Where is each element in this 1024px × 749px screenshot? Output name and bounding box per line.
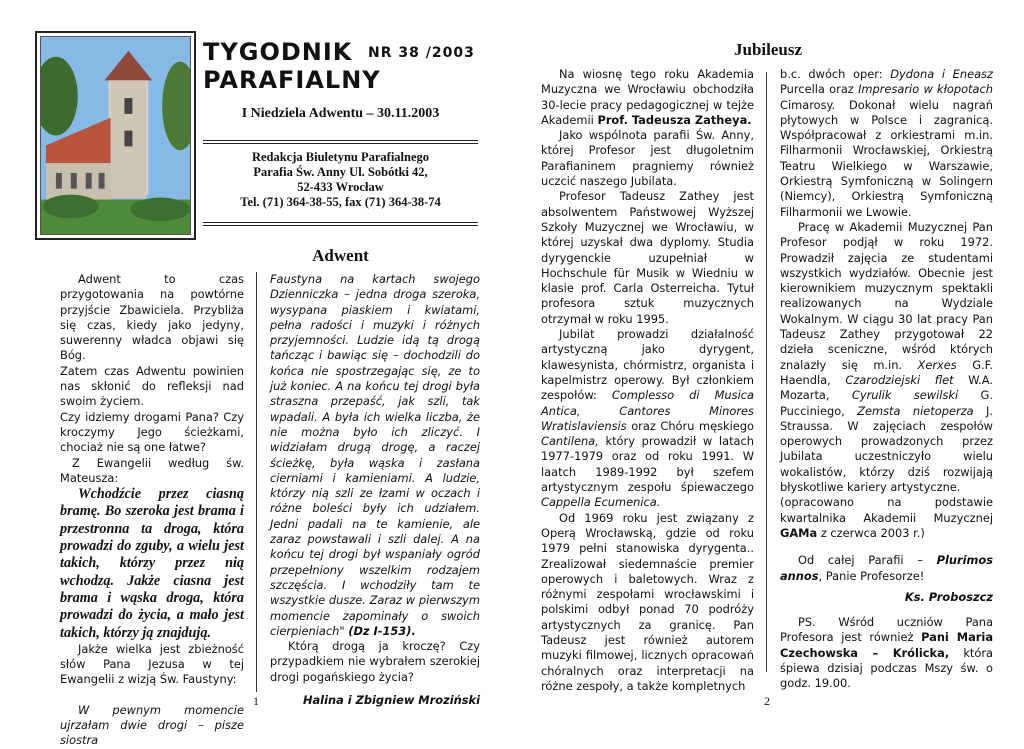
- redakcja-line: Parafia Św. Anny Ul. Sobótki 42,: [253, 165, 428, 179]
- signature: Ks. Proboszcz: [904, 589, 993, 604]
- adwent-column-2: [270, 272, 480, 708]
- signature: Halina i Zbigniew Mroziński: [302, 693, 480, 708]
- text: z czerwca 2003 r.): [820, 525, 925, 540]
- divider: [203, 140, 478, 141]
- paragraph: Czy idziemy drogami Pana? Czy kroczymy Jego ścieżkami, chociaż nie są one łatwe?: [60, 409, 244, 455]
- masthead-title-line2: PARAFIALNY: [203, 66, 381, 94]
- reference: (Dz I-153).: [348, 623, 416, 638]
- paragraph: Adwent to czas przygotowania na powtórne przyjście Zbawiciela. Przybliża się czas, kiedy jako jedyny, suwerenny władca objawi się Bóg.: [60, 272, 244, 363]
- text: Dydona i Eneasz: [890, 67, 993, 81]
- masthead-title-line1: TYGODNIK: [203, 38, 353, 66]
- text: Zemsta nietoperza: [857, 403, 974, 418]
- paragraph: [780, 67, 993, 220]
- paragraph: [270, 272, 480, 639]
- text: G. Pucciniego,: [780, 388, 993, 418]
- text: Plurimos annos: [780, 553, 993, 583]
- faustyna-quote: Faustyna na kartach swojego Dzienniczka – jedna droga szeroka, wysypana piaskiem i kwiatami, pełna radości i muzyki i różnych przyjemności. Ludzie idą tą drogą tańcząc i bawiąc się – dochodzili do końca nie spostrzegając się, ze to już koniec. A na końcu tej drogi była straszna przepaść, jak szli, tak wpadali. A była ich wielka liczba, że nie można było ich zliczyć. I widziałam drugą drogę, a raczej ścieżkę, była wąska i zasłana cierniami i kamieniami. A ludzie, którzy nią szli ze łzami w oczach i różne boleści były ich udziałem. Jedni padali na te kamienie, ale zaraz powstawali i szli dalej. A na końcu tej drogi był wspaniały ogród przepełniony wszelkim rodzajem szczęścia. I wchodziły tam te wszystkie dusze. Zaraz w pierwszym momencie zapominały o swoich cierpieniach": [270, 272, 480, 638]
- text: PS. Wśród uczniów Pana Profesora jest również: [780, 615, 993, 645]
- text: W.A. Mozarta,: [780, 372, 993, 403]
- page-number-left: 1: [253, 694, 259, 708]
- text: Pracę w Akademii Muzycznej Pan Profesor podjął w roku 1972. Prowadził zajęcia ze studentami wszystkich wydziałów. Obecnie jest kierownikiem muzycznym spektakli realizowanych na Wydziale Wokalnym. W ciągu 30 lat pracy Pan Tadeusz Zathey przygotował 22 dzieła sceniczne, wśród których znalazły się m.in.: [780, 219, 993, 372]
- text: J. Straussa. W zajęciach zespołów operowych prowadzonych przez Jubilata uczestniczyło wielu wokalistów, którzy dziś rozwijają błyskotliwe kariery artystyczne.: [780, 403, 993, 495]
- name: Pani Maria Czechowska – Królicka,: [780, 630, 993, 660]
- church-icon: [41, 37, 190, 234]
- text: Na wiosnę tego roku Akademia Muzyczna we Wrocławiu obchodziła 30-lecie pracy pedagogicznej w tejże Akademii: [541, 67, 754, 127]
- paragraph: Jako wspólnota parafii Św. Anny, której Profesor jest długoletnim Parafianinem pragniemy również uczcić naszego Jubilata.: [541, 128, 754, 189]
- adwent-column-1: [60, 272, 244, 749]
- jubileusz-column-2: [780, 67, 993, 692]
- issue-number: NR 38 /2003: [368, 45, 475, 61]
- redakcja-line: 52-433 Wrocław: [297, 180, 384, 194]
- text: , Panie Profesorze!: [818, 568, 925, 583]
- church-photo: [35, 31, 196, 240]
- text: Impresario w kłopotach: [858, 82, 993, 97]
- paragraph: Jakże wielka jest zbieżność słów Pana Jezusa w tej Ewangelii z wizją Św. Faustyny:: [60, 641, 244, 687]
- issue-date: I Niedziela Adwentu – 30.11.2003: [241, 106, 440, 121]
- text: Od całej Parafii –: [798, 553, 923, 568]
- text: która śpiewa dzisiaj podczas Mszy św. o godz. 19.00.: [780, 645, 994, 691]
- redakcja-address: [203, 150, 478, 210]
- jubileusz-column-1: [541, 67, 754, 694]
- text: Cimarosy. Dokonał wielu nagrań płytowych w Polsce i zagranicą. Współpracował z orkiestrami m.in. Filharmonii Wrocławskiej, Orkiestrą Teatru Wielkiego w Warszawie, Orkiestrą Symfoniczną w Solingern (Niemcy), Orkiestrą Symfoniczną Filharmonii we Lwowie.: [780, 97, 993, 219]
- divider: [203, 143, 478, 144]
- text: Czarodziejski flet: [845, 372, 954, 387]
- redakcja-line: Redakcja Biuletynu Parafialnego: [251, 150, 430, 164]
- paragraph: Którą drogą ja kroczę? Czy przypadkiem nie wybrałem szerokiej drogi pogańskiego życia?: [270, 639, 480, 684]
- text: oraz Chóru męskiego: [631, 418, 754, 433]
- paragraph: [780, 553, 993, 584]
- article-title-adwent: Adwent: [312, 246, 369, 265]
- column-divider: [256, 272, 257, 692]
- paragraph: [780, 220, 993, 495]
- article-title-jubileusz: Jubileusz: [733, 40, 803, 59]
- text: GAMa: [780, 525, 818, 540]
- paragraph: [780, 615, 993, 691]
- divider: [203, 222, 478, 223]
- text: (opracowano na podstawie kwartalnika Akademii Muzycznej: [780, 495, 993, 525]
- gospel-quote: Wchodźcie przez ciasną bramę. Bo szeroka jest brama i przestronna ta droga, która prowadzi do zguby, a wielu jest takich, którzy przez nią wchodzą. Jakże ciasna jest brama i wąska droga, która prowadzi do życia, a mało jest takich, którzy ją znajdują.: [60, 486, 244, 641]
- paragraph: [541, 67, 754, 128]
- divider: [203, 225, 478, 226]
- text: Purcella oraz: [780, 82, 854, 97]
- name: Prof. Tadeusza Zatheya.: [597, 112, 752, 127]
- text: który prowadził w latach 1977-1979 oraz od roku 1991. W laatch 1989-1992 był szefem artystycznym zespołu śpiewaczego: [541, 434, 755, 495]
- paragraph: [541, 327, 754, 511]
- text: Cyrulik sewilski: [851, 388, 959, 403]
- page-number-right: 2: [764, 694, 770, 708]
- paragraph: Profesor Tadeusz Zathey jest absolwentem Państwowej Wyższej Szkoły Muzycznej we Wrocławiu, w której uzyskał dwa dyplomy. Studia dyrygenckie uzupełniał w Hochschule für Musik w Wiedniu w klasie prof. Carla Osterreicha. Tytuł profesora sztuk muzycznych otrzymał w roku 1995.: [541, 189, 754, 326]
- text: Cappella Ecumenica.: [541, 495, 661, 510]
- text: Cantilena,: [541, 434, 599, 449]
- text: G.F. Haendla,: [780, 357, 994, 387]
- column-divider: [766, 72, 767, 672]
- redakcja-line: Tel. (71) 364-38-55, fax (71) 364-38-74: [240, 195, 441, 209]
- text: Jubilat prowadzi działalność artystyczną jako dyrygent, klawesynista, chórmistrz, organista i kapelmistrz operowy. Był członkiem zespołów:: [541, 327, 754, 403]
- paragraph: Od 1969 roku jest związany z Operą Wrocławską, gdzie od roku 1979 pełni stanowiska dyrygenta.. Zrealizował siedemnaście premier operowych i baletowych. Wraz z różnymi zespołami wrocławskimi i polskimi odbył ponad 70 podróży artystycznych za granicę. Pan Tadeusz jest również autorem muzyki filmowej, licznych opracowań chóralnych oraz interpretacji na różne zespoły, a także kompletnych: [541, 510, 754, 693]
- paragraph: [780, 495, 993, 541]
- paragraph: W pewnym momencie ujrzałam dwie drogi – pisze siostra: [60, 702, 244, 748]
- paragraph: Z Ewangelii według św. Mateusza:: [60, 455, 244, 485]
- text: Complesso di Musica Antica, Cantores Minores Wratislaviensis: [541, 388, 754, 433]
- text: Xerxes: [917, 357, 957, 372]
- paragraph: Zatem czas Adwentu powinien nas skłonić do refleksji nad swoim życiem.: [60, 363, 244, 409]
- text: b.c. dwóch oper:: [780, 67, 883, 81]
